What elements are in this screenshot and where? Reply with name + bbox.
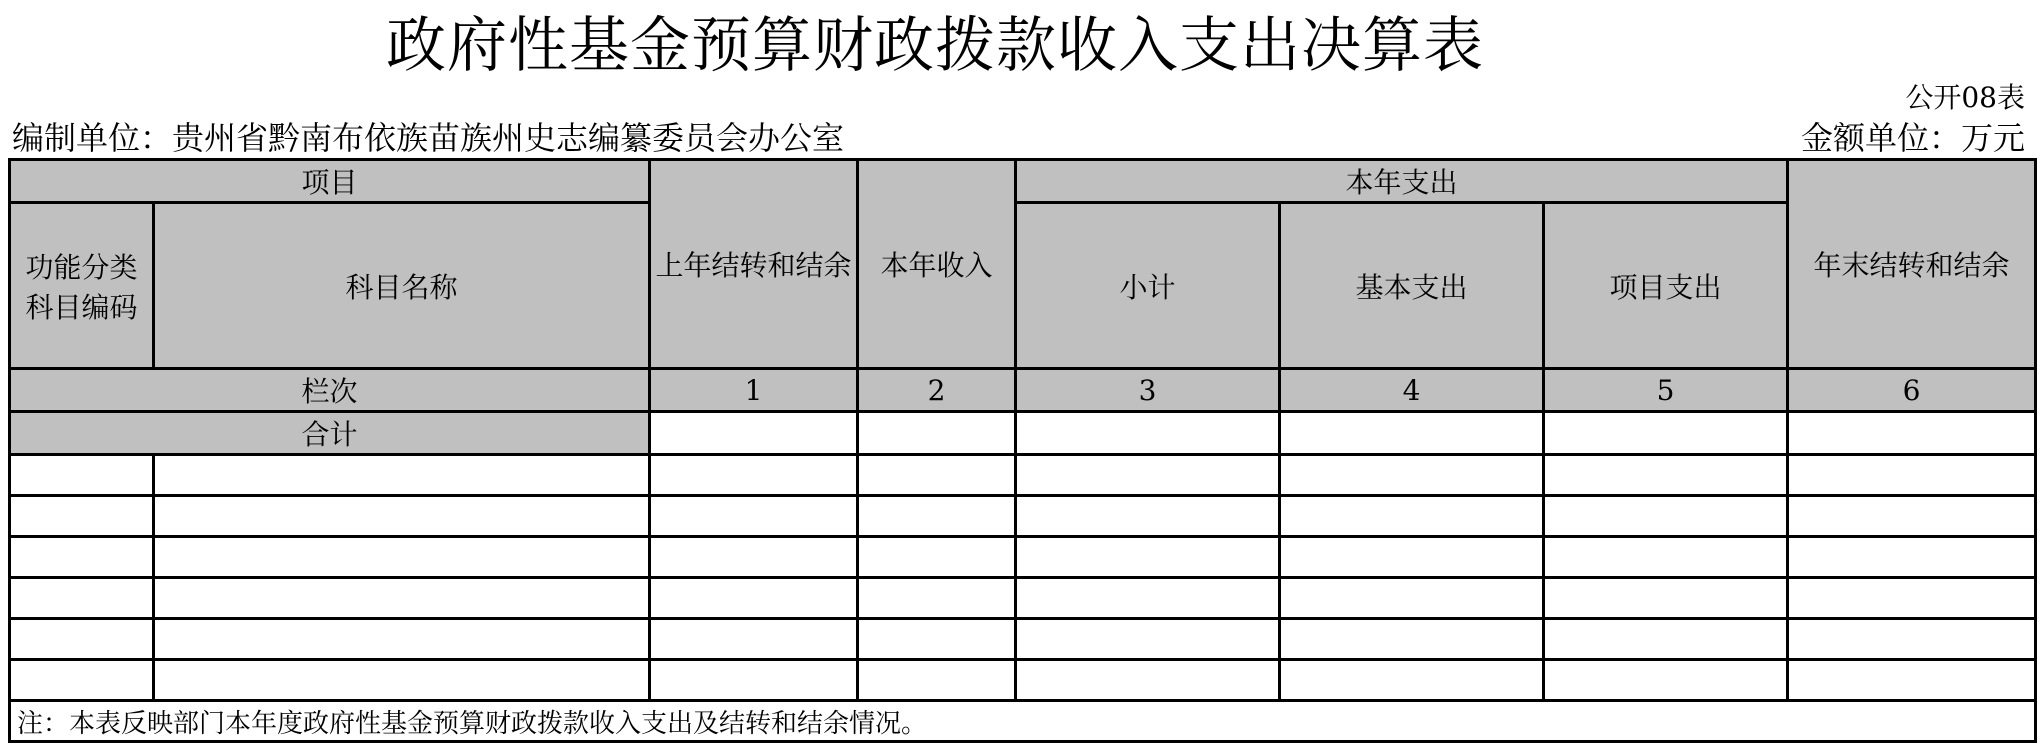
table-cell [650, 455, 858, 496]
table-cell [1544, 537, 1788, 578]
table-cell [858, 537, 1016, 578]
table-cell [1016, 496, 1280, 537]
table-cell [1016, 537, 1280, 578]
table-cell [154, 455, 650, 496]
table-row [10, 578, 2036, 619]
table-cell [10, 619, 154, 660]
table-cell [1016, 578, 1280, 619]
table-cell [650, 496, 858, 537]
table-cell [1016, 455, 1280, 496]
table-cell [1544, 496, 1788, 537]
table-cell [858, 578, 1016, 619]
table-cell [650, 619, 858, 660]
header-subject-name: 科目名称 [154, 203, 650, 369]
table-cell [154, 619, 650, 660]
table-code: 公开08表 [1905, 81, 2025, 114]
total-cell [650, 412, 858, 455]
table-cell [10, 537, 154, 578]
total-label: 合计 [10, 412, 650, 455]
table-cell [858, 619, 1016, 660]
table-cell [154, 660, 650, 701]
column-number: 1 [650, 369, 858, 412]
table-cell [1788, 660, 2036, 701]
table-cell [1788, 537, 2036, 578]
table-cell [1280, 578, 1544, 619]
table-cell [1280, 496, 1544, 537]
header-project: 项目 [10, 160, 650, 203]
table-cell [1016, 619, 1280, 660]
total-cell [1280, 412, 1544, 455]
table-cell [154, 496, 650, 537]
table-cell [858, 496, 1016, 537]
table-cell [10, 496, 154, 537]
table-cell [154, 578, 650, 619]
table-cell [1788, 496, 2036, 537]
table-cell [1788, 455, 2036, 496]
header-year-end-carryover: 年末结转和结余 [1788, 160, 2036, 369]
column-number: 2 [858, 369, 1016, 412]
table-cell [650, 660, 858, 701]
budget-table [8, 158, 2037, 743]
column-number-label: 栏次 [10, 369, 650, 412]
table-cell [1544, 660, 1788, 701]
table-cell [1788, 578, 2036, 619]
amount-unit: 金额单位：万元 [1800, 119, 2025, 157]
column-number: 4 [1280, 369, 1544, 412]
column-number: 5 [1544, 369, 1788, 412]
column-number-row [10, 369, 2036, 412]
header-basic-expense: 基本支出 [1280, 203, 1544, 369]
total-row [10, 412, 2036, 455]
header-row-2 [10, 203, 2036, 369]
table-row [10, 660, 2036, 701]
table-note: 注：本表反映部门本年度政府性基金预算财政拨款收入支出及结转和结余情况。 [10, 701, 2036, 742]
page-title: 政府性基金预算财政拨款收入支出决算表 [386, 11, 1484, 81]
compiling-unit: 编制单位：贵州省黔南布依族苗族州史志编纂委员会办公室 [12, 119, 845, 157]
total-cell [1544, 412, 1788, 455]
table-cell [858, 660, 1016, 701]
header-prior-carryover: 上年结转和结余 [650, 160, 858, 369]
table-row [10, 537, 2036, 578]
header-project-expense: 项目支出 [1544, 203, 1788, 369]
note-row [10, 701, 2036, 742]
table-cell [1280, 660, 1544, 701]
table-row [10, 496, 2036, 537]
table-cell [10, 660, 154, 701]
table-cell [1280, 619, 1544, 660]
table-cell [10, 455, 154, 496]
table-cell [1016, 660, 1280, 701]
header-row-1 [10, 160, 2036, 203]
table-cell [650, 537, 858, 578]
table-cell [1544, 455, 1788, 496]
table-cell [1544, 619, 1788, 660]
total-cell [1788, 412, 2036, 455]
table-cell [858, 455, 1016, 496]
table-cell [650, 578, 858, 619]
table-cell [1788, 619, 2036, 660]
table-cell [154, 537, 650, 578]
table-cell [1544, 578, 1788, 619]
table-cell [10, 578, 154, 619]
header-subtotal: 小计 [1016, 203, 1280, 369]
total-cell [1016, 412, 1280, 455]
table-row [10, 619, 2036, 660]
table-row [10, 455, 2036, 496]
header-current-income: 本年收入 [858, 160, 1016, 369]
table-cell [1280, 537, 1544, 578]
table-cell [1280, 455, 1544, 496]
header-func-code: 功能分类科目编码 [10, 203, 154, 369]
header-current-expense: 本年支出 [1016, 160, 1788, 203]
column-number: 3 [1016, 369, 1280, 412]
total-cell [858, 412, 1016, 455]
column-number: 6 [1788, 369, 2036, 412]
